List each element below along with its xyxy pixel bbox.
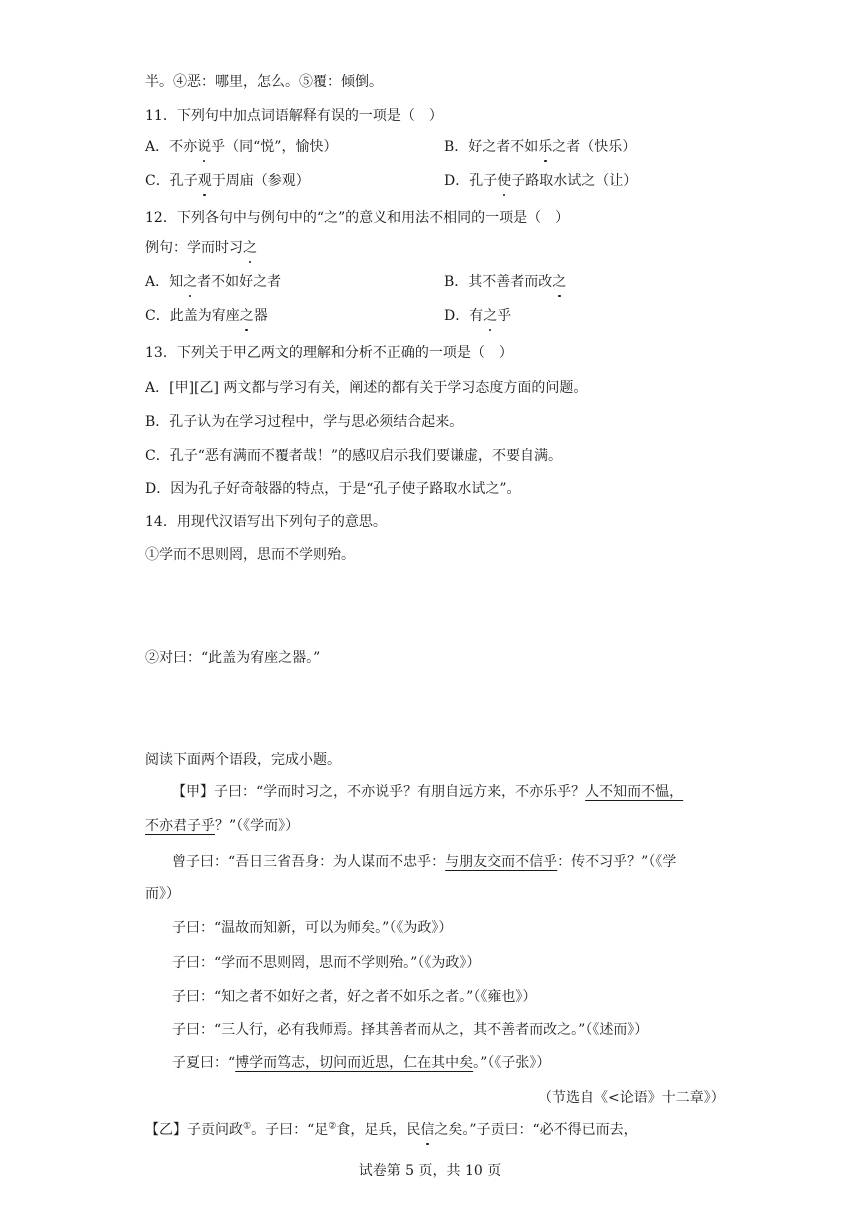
yi-passage-line-1: 【乙】子贡问政①。子曰：“足②食，足兵，民信之矣。”子贡曰：“必不得已而去， xyxy=(145,1121,638,1138)
q11-option-c: C．孔子观于周庙（参观） xyxy=(145,173,310,189)
q13-option-b: B．孔子认为在学习过程中，学与思必须结合起来。 xyxy=(145,414,464,430)
q13-option-d: D．因为孔子好奇敧器的特点，于是“孔子使子路取水试之”。 xyxy=(145,481,521,497)
q13-option-c: C．孔子“恶有满而不覆者哉！”的感叹启示我们要谦虚，不要自满。 xyxy=(145,448,563,464)
analects-quote-4: 子曰：“三人行，必有我师焉。择其善者而从之，其不善者而改之。”（《述而》） xyxy=(172,1022,649,1038)
q11-option-a: A．不亦说乎（同“悦”，愉快） xyxy=(145,139,338,155)
q13-stem: 13．下列关于甲乙两文的理解和分析不正确的一项是（ ） xyxy=(145,345,513,361)
reading-intro: 阅读下面两个语段，完成小题。 xyxy=(145,752,341,768)
q12-option-d: D．有之乎 xyxy=(444,308,512,324)
notes-tail: 半。④恶：哪里，怎么。⑤覆：倾倒。 xyxy=(145,74,383,90)
q12-example: 例句：学而时习之 xyxy=(145,240,257,256)
analects-quote-5: 子夏曰：“博学而笃志，切问而近思，仁在其中矣。”（《子张》） xyxy=(172,1055,551,1071)
q12-option-c: C．此盖为宥座之器 xyxy=(145,308,268,324)
q14-sentence-2: ②对曰：“此盖为宥座之器。” xyxy=(145,650,321,666)
q12-option-a: A．知之者不如好之者 xyxy=(145,274,282,290)
page-footer: 试卷第 5 页，共 10 页 xyxy=(358,1163,502,1179)
analects-quote-2: 子曰：“学而不思则罔，思而不学则殆。”（《为政》） xyxy=(172,955,481,971)
q11-stem: 11．下列句中加点词语解释有误的一项是（ ） xyxy=(145,108,443,124)
jia-passage-line-2: 不亦君子乎？”（《学而》） xyxy=(145,818,300,834)
analects-quote-1: 子曰：“温故而知新，可以为师矣。”（《为政》） xyxy=(172,920,453,936)
q12-option-b: B．其不善者而改之 xyxy=(444,274,567,290)
passage-source: （节选自《<论语》十二章》） xyxy=(538,1090,725,1106)
jia-passage-line-1: 【甲】子曰：“学而时习之，不亦说乎？有朋自远方来，不亦乐乎？人不知而不愠， xyxy=(172,784,684,800)
zengzi-line-1: 曾子曰：“吾日三省吾身：为人谋而不忠乎：与朋友交而不信乎：传不习乎？”（《学 xyxy=(172,854,677,870)
q14-stem: 14．用现代汉语写出下列句子的意思。 xyxy=(145,514,387,530)
q14-sentence-1: ①学而不思则罔，思而不学则殆。 xyxy=(145,547,355,563)
analects-quote-3: 子曰：“知之者不如好之者，好之者不如乐之者。”（《雍也》） xyxy=(172,989,537,1005)
q13-option-a: A．[甲][乙] 两文都与学习有关，阐述的都有关于学习态度方面的问题。 xyxy=(145,380,588,396)
q12-stem: 12．下列各句中与例句中的“之”的意义和用法不相同的一项是（ ） xyxy=(145,210,570,226)
q11-option-b: B．好之者不如乐之者（快乐） xyxy=(444,139,637,155)
zengzi-line-2: 而》） xyxy=(145,886,180,902)
q11-option-d: D．孔子使子路取水试之（让） xyxy=(444,173,638,189)
